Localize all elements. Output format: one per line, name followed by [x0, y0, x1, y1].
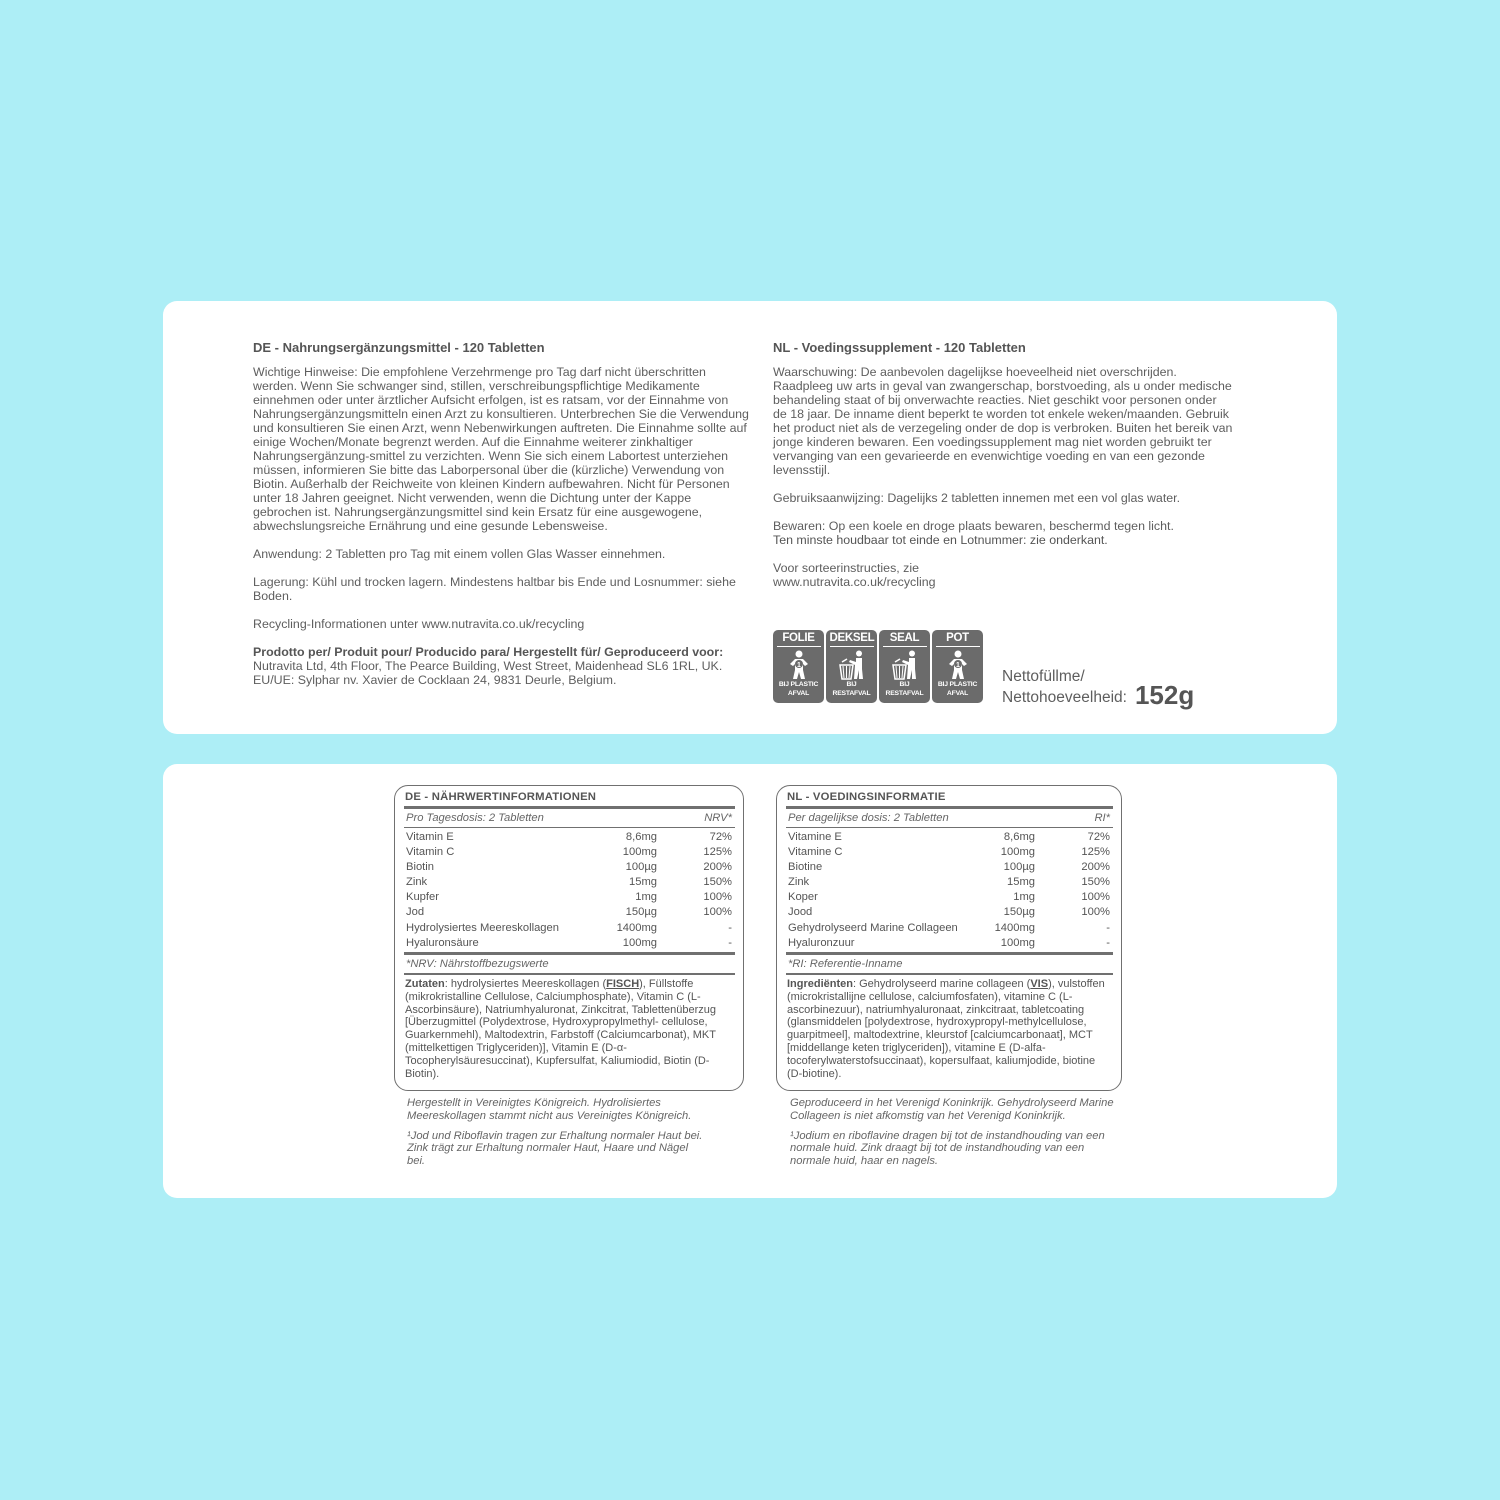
dutch-notes: [790, 1097, 1120, 1175]
dutch-nutrition-table: [776, 785, 1122, 1091]
label-front-panel: [163, 301, 1337, 734]
dutch-label-text: [773, 341, 1233, 603]
dutch-usage: Gebruiksaanwijzing: Dagelijks 2 tabletten innemen met een vol glas water.: [773, 491, 1181, 505]
trash-bin-icon: [837, 650, 867, 680]
german-label-text: [253, 341, 753, 687]
dutch-ingredients: Ingrediënten: Gehydrolyseerd marine collageen (VIS), vulstoffen (microkristallijne cellulose, calciumfosfaten), vitamine C (L-ascorbinezuur), natriumhyaluronaat, zinkcitraat, tabletcoating (glansmiddelen [polydextrose, hydroxypropyl-methylcellulose, guarpitmeel], maltodextrine, kleurstof [calciumcarbonaat], MCT [middellange keten triglyceriden]), vitamine E (D-alfa-tocoferylwaterstofsuccinaat), kopersulfaat, kaliumjodide, biotine (D-biotine).: [787, 978, 1105, 1080]
producer-line-1: Prodotto per/ Produit pour/ Producido para/ Hergestellt für/ Geproduceerd voor:: [253, 645, 724, 659]
table-row: Zink 15mg 150%: [406, 876, 732, 889]
health-claim-note: ¹Jodium en riboflavine dragen bij tot de instandhouding van een normale huid. Zink draagt bij tot de instandhouding van een normale huid, haar en nagels.: [790, 1129, 1105, 1168]
svg-text:1: 1: [955, 662, 960, 669]
recycle-icon-seal: SEAL BIJ RESTAFVAL: [879, 630, 930, 703]
table-row: Kupfer 1mg 100%: [406, 891, 732, 904]
table-row: Biotin 100µg 200%: [406, 860, 732, 873]
table-row: Biotine 100µg 200%: [788, 860, 1110, 873]
net-quantity-label-1: Nettofüllme/: [1002, 668, 1085, 685]
recycling-icons: [773, 630, 983, 703]
serving-size: Per dagelijkse dosis: 2 Tabletten: [788, 811, 949, 824]
table-title: DE - NÄHRWERTINFORMATIONEN: [405, 791, 597, 803]
table-row: Vitamin E 8,6mg 72%: [406, 830, 732, 843]
german-notes: [407, 1097, 707, 1175]
trash-bin-icon: [890, 650, 920, 680]
table-row: Vitamine E 8,6mg 72%: [788, 830, 1110, 843]
origin-note: Geproduceerd in het Verenigd Koninkrijk. Gehydrolyseerd Marine Collageen is niet afkomstig van het Verenigd Koninkrijk.: [790, 1097, 1114, 1122]
table-row: Vitamin C 100mg 125%: [406, 845, 732, 858]
label-nutrition-panel: [163, 764, 1337, 1198]
table-row: Vitamine C 100mg 125%: [788, 845, 1110, 858]
dutch-heading: NL - Voedingssupplement - 120 Tabletten: [773, 340, 1026, 355]
ri-header: RI*: [1094, 811, 1110, 824]
net-quantity: [1002, 667, 1195, 710]
table-row: Hydrolysiertes Meereskollagen 1400mg -: [406, 921, 732, 934]
table-row: Hyaluronsäure 100mg -: [406, 936, 732, 949]
svg-text:1: 1: [796, 662, 801, 669]
table-row: Hyaluronzuur 100mg -: [788, 936, 1110, 949]
plastic-figure-icon: [945, 650, 971, 680]
net-quantity-label-2: Nettohoeveelheid:: [1002, 689, 1127, 706]
german-ingredients: Zutaten: hydrolysiertes Meereskollagen (FISCH), Füllstoffe (mikrokristalline Cellulose, Calciumphosphate), Vitamin C (L-Ascorbinsäure), Natriumhyaluronat, Zinkcitrat, Tablettenüberzug [Überzugmittel (Polydextrose, Hydroxypropylmethyl- cellulose, Guarkernmehl), Maltodextrin, Farbstoff (Calciumcarbonat), MKT (mittelkettigen Triglyceriden)], Vitamin E (D-α-Tocopherylsäuresuccinat), Kupfersulfat, Kaliumiodid, Biotin (D-Biotin).: [405, 978, 717, 1080]
recycle-icon-pot: POT 1 BIJ PLASTIC AFVAL: [932, 630, 983, 703]
nrv-header: NRV*: [704, 811, 732, 824]
german-heading: DE - Nahrungsergänzungsmittel - 120 Tabletten: [253, 340, 545, 355]
german-warning: Wichtige Hinweise: Die empfohlene Verzehrmenge pro Tag darf nicht überschritten werden. Wenn Sie schwanger sind, stillen, verschreibungspflichtige Medikamente einnehmen oder unter ärztlicher Aufsicht erfolgen, ist es ratsam, vor der Einnahme von Nahrungsergänzungsmitteln einen Arzt zu konsultieren. Unterbrechen Sie die Verwendung und konsultieren Sie einen Arzt, wenn Nebenwirkungen auftreten. Die Einnahme sollte auf einige Wochen/Monate begrenzt werden. Auf die Einnahme weiterer zinkhaltiger Nahrungsergänzung-smittel zu verzichten. Wenn Sie sich einem Labortest unterziehen müssen, informieren Sie bitte das Laborpersonal über die (kürzliche) Verwendung von Biotin. Außerhalb der Reichweite von kleinen Kindern aufbewahren. Nicht für Personen unter 18 Jahren geeignet. Nicht verwenden, wenn die Dichtung unter der Kappe gebrochen ist. Nahrungsergänzungsmittel sind kein Ersatz für eine ausgewogene, abwechslungsreiche Ernährung und eine gesunde Lebensweise.: [253, 365, 749, 533]
origin-note: Hergestellt in Vereinigtes Königreich. Hydrolisiertes Meereskollagen stammt nicht aus Vereinigtes Königreich.: [407, 1097, 692, 1122]
table-row: Zink 15mg 150%: [788, 876, 1110, 889]
producer-line-3: EU/UE: Sylphar nv. Xavier de Cocklaan 24, 9831 Deurle, Belgium.: [253, 673, 617, 687]
ri-footnote: *RI: Referentie-Inname: [788, 957, 903, 970]
nrv-footnote: *NRV: Nährstoffbezugswerte: [406, 957, 549, 970]
german-usage: Anwendung: 2 Tabletten pro Tag mit einem vollen Glas Wasser einnehmen.: [253, 547, 666, 561]
table-row: Gehydrolyseerd Marine Collageen 1400mg -: [788, 921, 1110, 934]
table-row: Koper 1mg 100%: [788, 891, 1110, 904]
net-quantity-value: 152g: [1134, 680, 1195, 710]
serving-size: Pro Tagesdosis: 2 Tabletten: [406, 811, 544, 824]
plastic-figure-icon: [786, 650, 812, 680]
german-storage: Lagerung: Kühl und trocken lagern. Mindestens haltbar bis Ende und Losnummer: siehe Boden.: [253, 575, 736, 603]
allergen: FISCH: [606, 978, 640, 990]
german-recycling-info: Recycling-Informationen unter www.nutravita.co.uk/recycling: [253, 617, 585, 631]
dutch-sorting-link: www.nutravita.co.uk/recycling: [773, 575, 936, 589]
dutch-storage-line-1: Bewaren: Op een koele en droge plaats bewaren, beschermd tegen licht.: [773, 519, 1174, 533]
recycle-icon-folie: FOLIE 1 BIJ PLASTIC AFVAL: [773, 630, 824, 703]
dutch-storage-line-2: Ten minste houdbaar tot einde en Lotnummer: zie onderkant.: [773, 533, 1108, 547]
table-row: Jood 150µg 100%: [788, 906, 1110, 919]
german-nutrition-table: [394, 785, 744, 1091]
health-claim-note: ¹Jod und Riboflavin tragen zur Erhaltung normaler Haut bei. Zink trägt zur Erhaltung normaler Haut, Haare und Nägel bei.: [407, 1129, 703, 1168]
recycle-icon-deksel: DEKSEL BIJ RESTAFVAL: [826, 630, 877, 703]
table-title: NL - VOEDINGSINFORMATIE: [787, 791, 946, 803]
producer-line-2: Nutravita Ltd, 4th Floor, The Pearce Building, West Street, Maidenhead SL6 1RL, UK.: [253, 659, 723, 673]
dutch-sorting-line-1: Voor sorteerinstructies, zie: [773, 561, 919, 575]
allergen: VIS: [1030, 978, 1049, 990]
table-row: Jod 150µg 100%: [406, 906, 732, 919]
dutch-warning: Waarschuwing: De aanbevolen dagelijkse hoeveelheid niet overschrijden. Raadpleeg uw arts in geval van zwangerschap, borstvoeding, als u onder medische behandeling staat of bij onverwachte reacties. Niet geschikt voor personen onder de 18 jaar. De inname dient beperkt te worden tot enkele weken/maanden. Gebruik het product niet als de verzegeling onder de dop is verbroken. Buiten het bereik van jonge kinderen bewaren. Een voedingssupplement mag niet worden gebruikt ter vervanging van een gevarieerde en evenwichtige voeding en van een gezonde levensstijl.: [773, 365, 1233, 477]
